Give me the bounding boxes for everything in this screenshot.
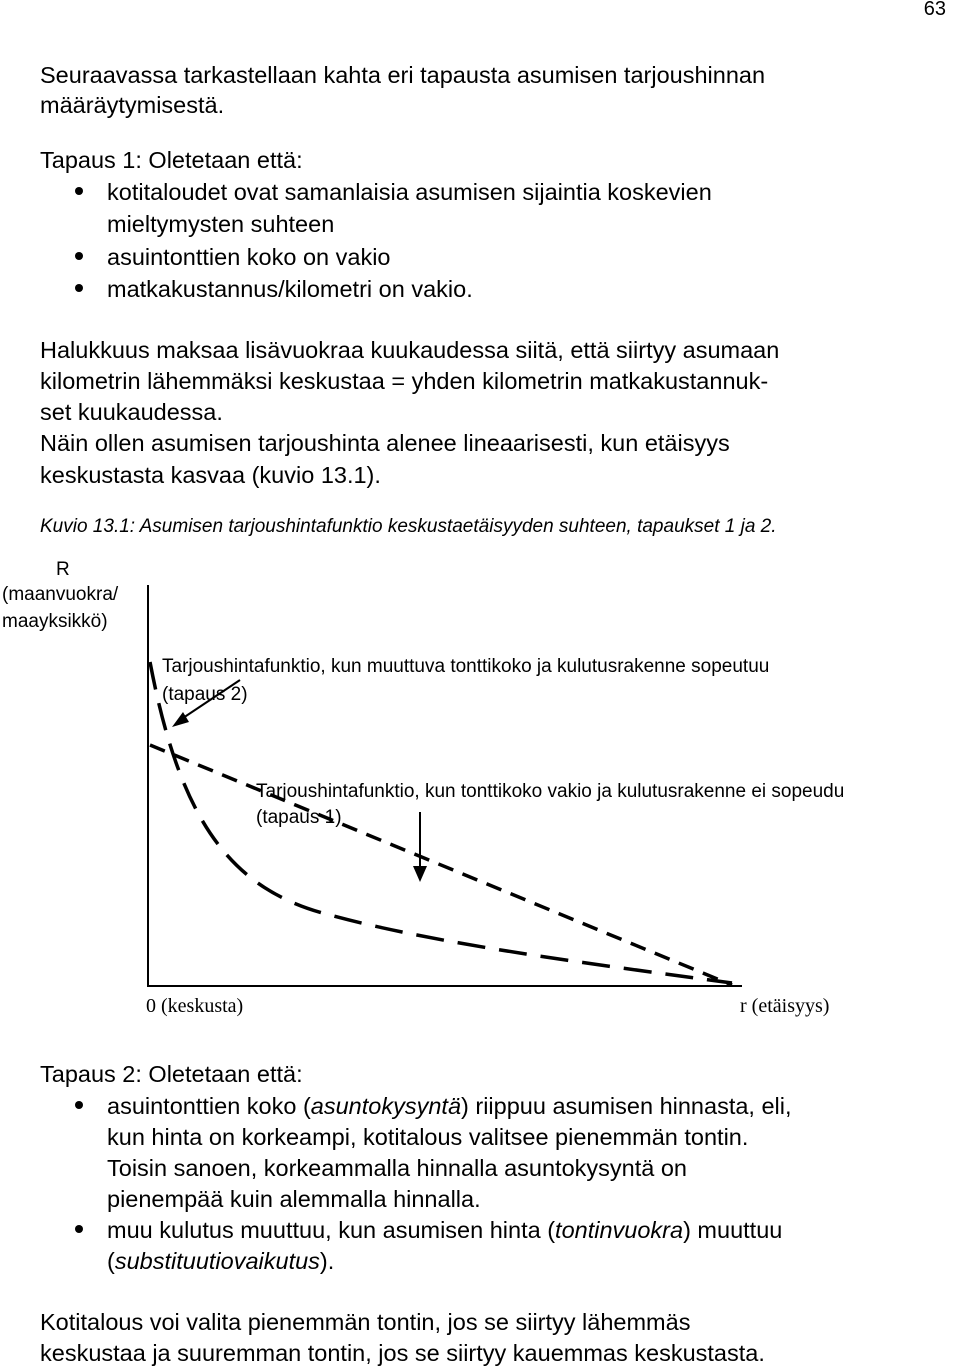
annotation-case2-line1: Tarjoushintafunktio, kun muuttuva tonttikoko ja kulutusrakenne sopeutuu: [162, 656, 770, 677]
x-axis-label-distance: r (etäisyys): [740, 995, 830, 1017]
bullet-icon: [75, 1225, 83, 1233]
case1-bullet1-line2: mieltymysten suhteen: [107, 211, 335, 237]
conclusion-line-2: keskustaa ja suuremman tontin, jos se siirtyy kauemmas keskustasta.: [40, 1340, 765, 1366]
case2-bullet1-line4: pienempää kuin alemmalla hinnalla.: [107, 1186, 481, 1212]
intro-line-2: määräytymisestä.: [40, 92, 225, 118]
case2-bullet2-line1: muu kulutus muuttuu, kun asumisen hinta (tontinvuokra) muuttuu: [107, 1217, 783, 1243]
y-axis-label-2: (maanvuokra/: [2, 584, 119, 605]
y-axis-label-1: R: [56, 559, 70, 580]
para1-line-3: set kuukaudessa.: [40, 399, 223, 425]
curve-case2: [150, 662, 732, 983]
case2-bullet1-line3: Toisin sanoen, korkeammalla hinnalla asuntokysyntä on: [107, 1155, 687, 1181]
figure-caption: Kuvio 13.1: Asumisen tarjoushintafunktio keskustaetäisyyden suhteen, tapaukset 1 ja 2.: [40, 516, 777, 537]
arrow-head-icon: [172, 712, 189, 727]
case1-heading: Tapaus 1: Oletetaan että:: [40, 147, 303, 173]
para1-line-4: Näin ollen asumisen tarjoushinta alenee lineaarisesti, kun etäisyys: [40, 430, 730, 456]
annotation-case2-line2: (tapaus 2): [162, 684, 248, 705]
case2-heading: Tapaus 2: Oletetaan että:: [40, 1061, 303, 1087]
annotation-case1-line1: Tarjoushintafunktio, kun tonttikoko vakio ja kulutusrakenne ei sopeudu: [256, 781, 845, 802]
intro-line-1: Seuraavassa tarkastellaan kahta eri tapausta asumisen tarjoushinnan: [40, 62, 766, 88]
para1-line-5: keskustasta kasvaa (kuvio 13.1).: [40, 462, 381, 488]
case2-bullet1-line1: asuintonttien koko (asuntokysyntä) riippuu asumisen hinnasta, eli,: [107, 1093, 792, 1119]
para1-line-2: kilometrin lähemmäksi keskustaa = yhden kilometrin matkakustannuk-: [40, 368, 769, 394]
case1-bullet1-line1: kotitaloudet ovat samanlaisia asumisen sijaintia koskevien: [107, 179, 712, 205]
case2-bullet1-line2: kun hinta on korkeampi, kotitalous valitsee pienemmän tontin.: [107, 1124, 749, 1150]
page-number: 63: [923, 0, 946, 20]
case1-bullet2: asuintonttien koko on vakio: [107, 244, 391, 270]
arrow-head-icon: [413, 866, 427, 882]
y-axis-label-3: maayksikkö): [2, 611, 108, 632]
para1-line-1: Halukkuus maksaa lisävuokraa kuukaudessa siitä, että siirtyy asumaan: [40, 337, 780, 363]
x-axis-label-origin: 0 (keskusta): [146, 995, 244, 1017]
case1-bullet3: matkakustannus/kilometri on vakio.: [107, 276, 473, 302]
bullet-icon: [75, 1101, 83, 1109]
annotation-case1-line2: (tapaus 1): [256, 807, 342, 828]
conclusion-line-1: Kotitalous voi valita pienemmän tontin, jos se siirtyy lähemmäs: [40, 1309, 691, 1335]
case2-bullet2-line2: (substituutiovaikutus).: [107, 1248, 335, 1274]
